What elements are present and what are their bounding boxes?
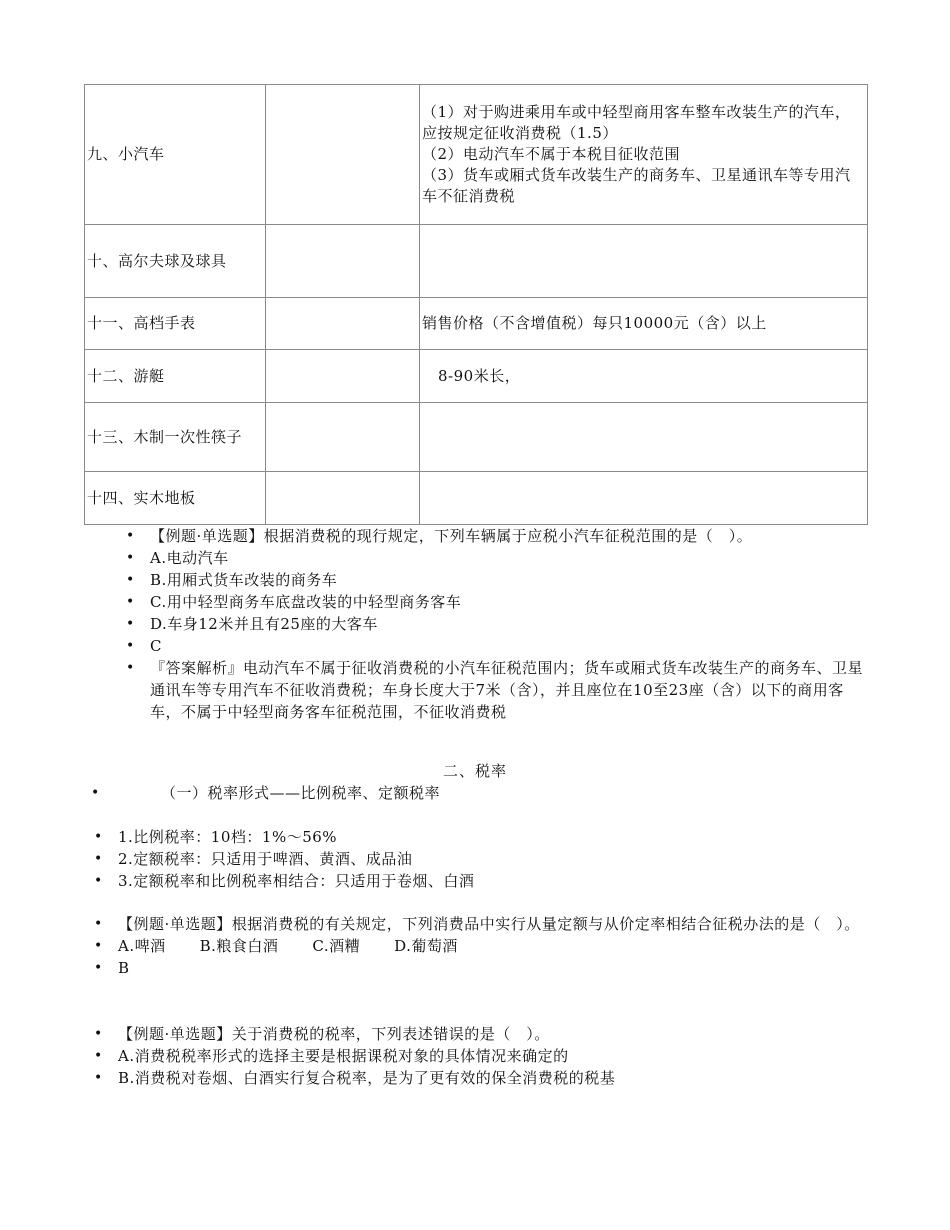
table-row: [85, 350, 868, 403]
note-line: （3）货车或厢式货车改装生产的商务车、卫星通讯车等专用汽车不征消费税: [422, 166, 851, 205]
item-cell: 九、小汽车: [85, 85, 266, 225]
option-b: B.粮食白酒: [199, 937, 279, 955]
example-3-list: [118, 1023, 868, 1089]
range-cell: [266, 85, 420, 225]
example-1-list: [150, 525, 868, 723]
option-d: • D.车身12米并且有25座的大客车: [150, 613, 868, 635]
section-subtitle-text: （一）税率形式——比例税率、定额税率: [161, 784, 441, 802]
section-subtitle: [115, 782, 867, 804]
item-cell: 十四、实木地板: [85, 472, 266, 525]
note-line: （2）电动汽车不属于本税目征收范围: [422, 145, 681, 163]
notes-cell: [420, 85, 868, 225]
question-text: • 【例题·单选题】根据消费税的有关规定，下列消费品中实行从量定额与从价定率相结合征税办法的是（ ）。: [118, 913, 868, 935]
table-row: [85, 225, 868, 298]
notes-cell: [420, 225, 868, 298]
question-text: • 【例题·单选题】根据消费税的现行规定，下列车辆属于应税小汽车征税范围的是（ ）。: [150, 525, 868, 547]
notes-cell: [420, 403, 868, 472]
option-c: C.酒糟: [312, 937, 361, 955]
question-text: • 【例题·单选题】关于消费税的税率，下列表述错误的是（ ）。: [118, 1023, 868, 1045]
list-item: • 2.定额税率：只适用于啤酒、黄酒、成品油: [118, 848, 868, 870]
tax-rate-points: [118, 826, 868, 892]
item-cell: 十二、游艇: [85, 350, 266, 403]
list-item: • 3.定额税率和比例税率相结合：只适用于卷烟、白酒: [118, 870, 868, 892]
range-cell: [266, 350, 420, 403]
option-a: • A.电动汽车: [150, 547, 868, 569]
note-line: （1）对于购进乘用车或中轻型商用客车整车改装生产的汽车，应按规定征收消费税（1.5）: [422, 103, 851, 142]
item-cell: 十、高尔夫球及球具: [85, 225, 266, 298]
item-cell: 十一、高档手表: [85, 298, 266, 350]
table-row: [85, 298, 868, 350]
table-row: [85, 472, 868, 525]
option-a: • A.消费税税率形式的选择主要是根据课税对象的具体情况来确定的: [118, 1045, 868, 1067]
answer-text: • B: [118, 957, 868, 979]
section-title: 二、税率: [442, 762, 507, 780]
table-row: [85, 85, 868, 225]
section-subtitle-list: [115, 782, 867, 804]
notes-cell: [420, 472, 868, 525]
list-item: • 1.比例税率：10档：1%～56%: [118, 826, 868, 848]
answer-text: • C: [150, 635, 868, 657]
item-cell: 十三、木制一次性筷子: [85, 403, 266, 472]
example-2-list: [118, 913, 868, 979]
option-d: D.葡萄酒: [394, 937, 458, 955]
options-line: [118, 935, 868, 957]
range-cell: [266, 403, 420, 472]
table-row: [85, 403, 868, 472]
range-cell: [266, 472, 420, 525]
tax-items-table: [84, 84, 868, 525]
option-a: A.啤酒: [118, 937, 166, 955]
analysis-text: • 『答案解析』电动汽车不属于征收消费税的小汽车征税范围内；货车或厢式货车改装生产的商务车、卫星通讯车等专用汽车不征收消费税；车身长度大于7米（含），并且座位在10至23座（含）以下的商用客车，不属于中轻型商务客车征税范围，不征收消费税: [150, 657, 868, 723]
option-b: • B.消费税对卷烟、白酒实行复合税率，是为了更有效的保全消费税的税基: [118, 1067, 868, 1089]
option-c: • C.用中轻型商务车底盘改装的中轻型商务客车: [150, 591, 868, 613]
range-cell: [266, 225, 420, 298]
notes-cell: 8-90米长，: [420, 350, 868, 403]
range-cell: [266, 298, 420, 350]
option-b: • B.用厢式货车改装的商务车: [150, 569, 868, 591]
notes-cell: 销售价格（不含增值税）每只10000元（含）以上: [420, 298, 868, 350]
